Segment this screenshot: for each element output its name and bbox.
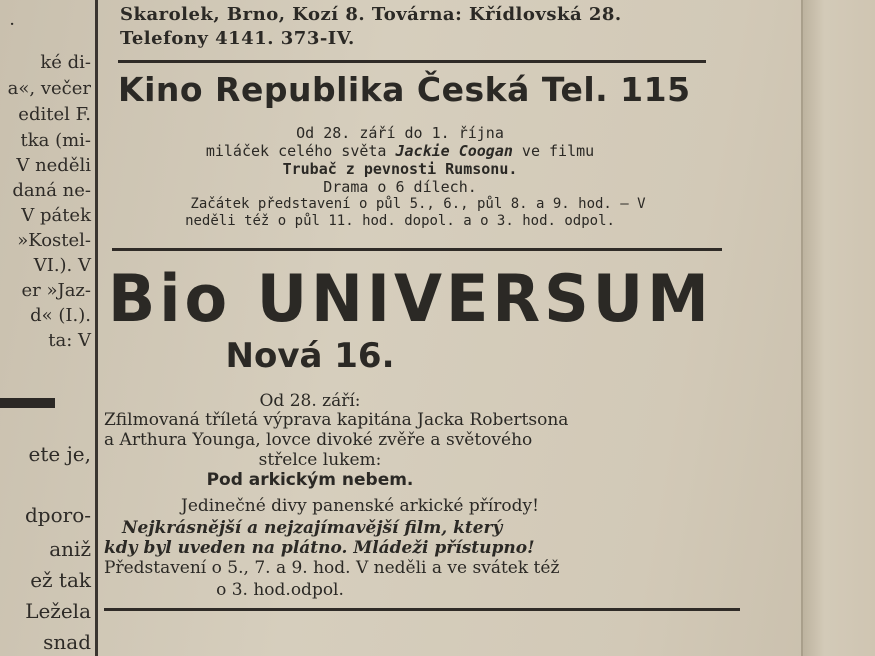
column-divider [95,0,98,656]
bio-times-2: o 3. hod.odpol. [216,580,344,600]
section-rule [104,608,740,611]
bio-description-2: a Arthura Younga, lovce divoké zvěře a světového [104,430,533,450]
bio-tagline-1: Jedinečné divy panenské arkické přírody! [181,496,539,516]
left-line: · [9,14,15,35]
section-rule [118,60,706,63]
left-line: VI.). V [33,255,91,276]
kino-star: Jackie Coogan [395,142,513,160]
kino-film-title: Trubač z pevnosti Rumsonu. [282,160,518,178]
left-line: a«, večer [7,78,91,99]
bio-times-1: Představení o 5., 7. a 9. hod. V neděli a ve svátek též [104,558,560,578]
left-line: aniž [49,537,91,561]
adjacent-page-edge [801,0,875,656]
bio-tagline-2: Nejkrásnější a nejzajímavější film, který [122,518,503,538]
left-line: ta: V [48,330,91,351]
bio-film-title: Pod arkickým nebem. [206,470,414,490]
kino-intro-end: ve filmu [521,142,595,160]
bio-description-1: Zfilmovaná tříletá výprava kapitána Jacka Robertsona [104,410,569,430]
kino-title: Kino Republika Česká Tel. 115 [118,70,691,109]
left-line: dporo- [24,503,91,527]
kino-times-1: Začátek představení o půl 5., 6., půl 8. a 9. hod. — V [190,196,646,212]
header-address: Skarolek, Brno, Kozí 8. Továrna: Křídlovská 28. [120,4,622,25]
kino-dates: Od 28. září do 1. října [296,124,504,142]
left-line: daná ne- [12,180,91,201]
left-line: V pátek [21,205,91,226]
header-phones: Telefony 4141. 373-IV. [120,28,355,49]
kino-star-line [80,142,720,160]
left-line: ké di- [40,52,91,73]
bio-description-3: střelce lukem: [258,450,382,470]
left-line: V neděli [16,155,91,176]
left-line: er »Jaz- [21,280,91,301]
left-line: ež tak [30,568,91,592]
bio-address: Nová 16. [225,336,395,376]
left-line: tka (mi- [20,130,91,151]
left-line: editel F. [18,104,91,125]
advertisement-column [100,0,740,656]
kino-intro: miláček celého světa [205,142,387,160]
left-line: ete je, [28,442,91,466]
left-line: Ležela [25,599,91,623]
section-rule [112,248,722,251]
left-line: »Kostel- [17,230,91,251]
bio-tagline-3: kdy byl uveden na plátno. Mládeži přístupno! [104,538,535,558]
bio-dates: Od 28. září: [259,391,361,411]
left-column-fragments [0,0,95,656]
left-line: snad [43,630,91,654]
left-line: d« (I.). [30,305,91,326]
kino-genre: Drama o 6 dílech. [323,178,477,196]
kino-times-2: neděli též o půl 11. hod. dopol. a o 3. hod. odpol. [185,213,615,229]
bio-title: Bio UNIVERSUM [108,260,713,337]
